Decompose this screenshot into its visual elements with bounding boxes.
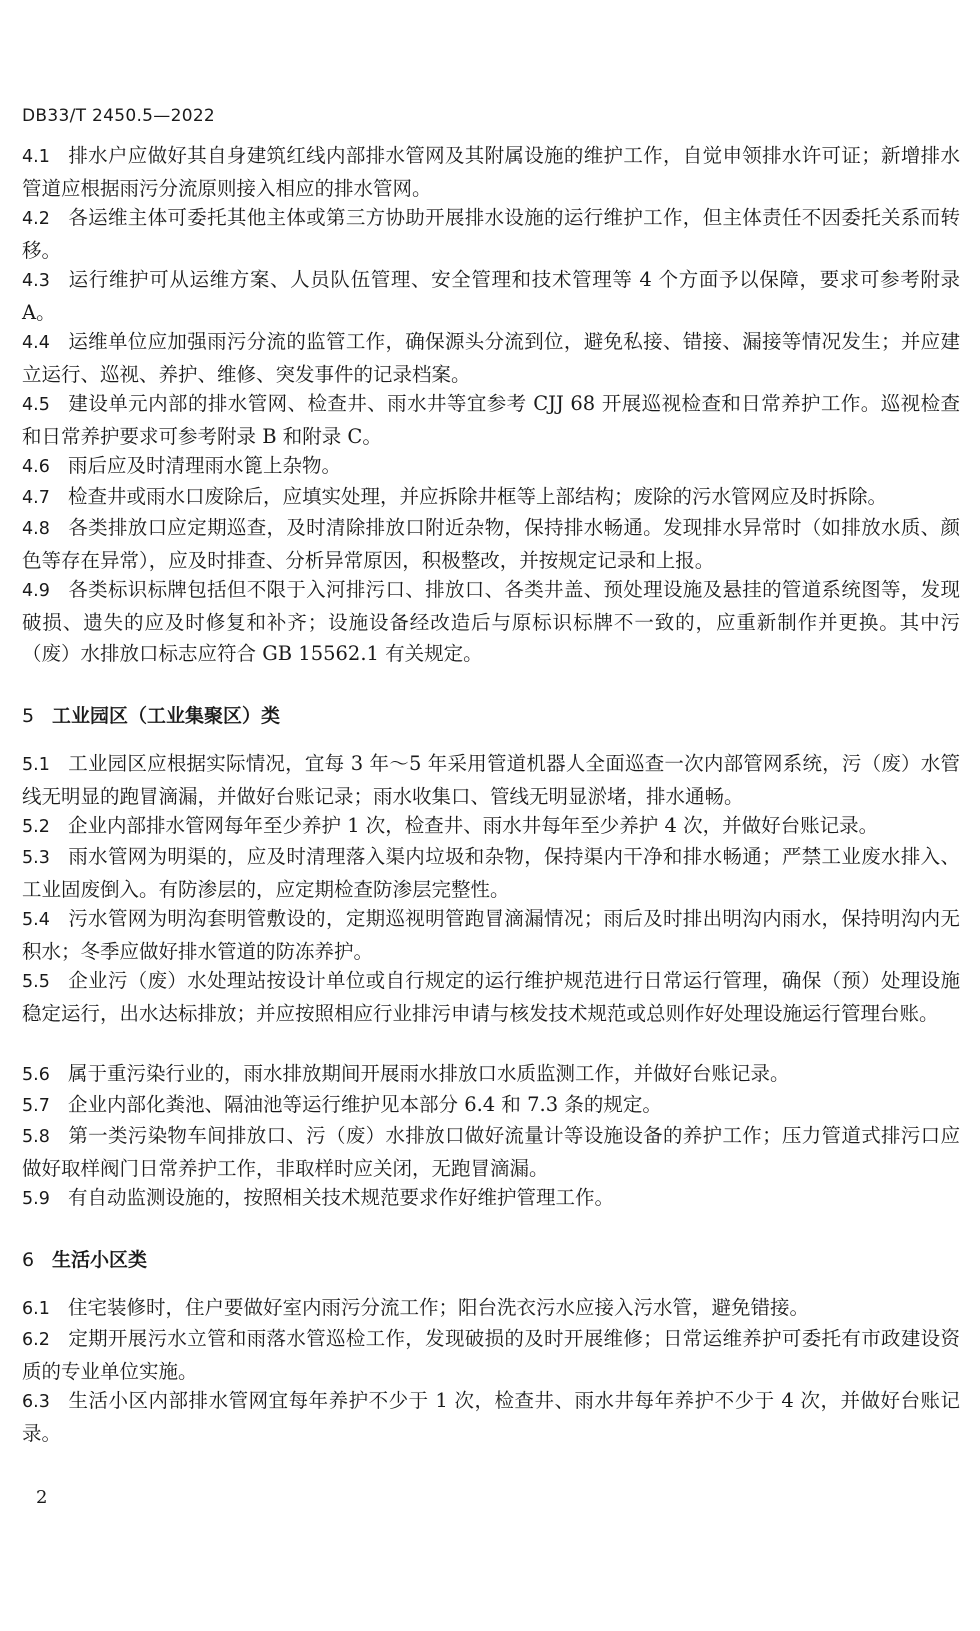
clause-4-9 bbox=[22, 574, 960, 669]
clause-number: 4.8 bbox=[22, 519, 50, 539]
clause-number: 4.7 bbox=[22, 488, 50, 508]
clause-number: 4.6 bbox=[22, 457, 50, 477]
clause-5-4 bbox=[22, 903, 960, 967]
clause-text: 企业内部化粪池、隔油池等运行维护见本部分 6.4 和 7.3 条的规定。 bbox=[68, 1093, 662, 1116]
clause-number: 4.1 bbox=[22, 147, 50, 167]
section-6-heading bbox=[22, 1245, 147, 1272]
clause-5-6 bbox=[22, 1058, 960, 1091]
clause-number: 5.2 bbox=[22, 817, 50, 837]
clause-4-5 bbox=[22, 388, 960, 452]
clause-text: 污水管网为明沟套明管敷设的，定期巡视明管跑冒滴漏情况；雨后及时排出明沟内雨水，保持明沟内无积水；冬季应做好排水管道的防冻养护。 bbox=[22, 907, 960, 963]
clause-number: 4.2 bbox=[22, 209, 50, 229]
clause-number: 6.3 bbox=[22, 1392, 50, 1412]
clause-text: 雨水管网为明渠的，应及时清理落入渠内垃圾和杂物，保持渠内干净和排水畅通；严禁工业废水排入、工业固废倒入。有防渗层的，应定期检查防渗层完整性。 bbox=[22, 845, 960, 901]
clause-number: 5.8 bbox=[22, 1127, 50, 1147]
page-number: 2 bbox=[36, 1487, 48, 1508]
clause-text: 排水户应做好其自身建筑红线内部排水管网及其附属设施的维护工作，自觉申领排水许可证；新增排水管道应根据雨污分流原则接入相应的排水管网。 bbox=[22, 144, 960, 200]
clause-text: 各类标识标牌包括但不限于入河排污口、排放口、各类井盖、预处理设施及悬挂的管道系统图等，发现破损、遗失的应及时修复和补齐；设施设备经改造后与原标识标牌不一致的，应重新制作并更换。其中污（废）水排放口标志应符合 GB 15562.1 有关规定。 bbox=[22, 578, 960, 665]
clause-text: 生活小区内部排水管网宜每年养护不少于 1 次，检查井、雨水井每年养护不少于 4 次，并做好台账记录。 bbox=[22, 1389, 960, 1445]
clause-4-7 bbox=[22, 481, 960, 514]
clause-text: 有自动监测设施的，按照相关技术规范要求作好维护管理工作。 bbox=[68, 1186, 615, 1209]
clause-text: 各类排放口应定期巡查，及时清除排放口附近杂物，保持排水畅通。发现排水异常时（如排放水质、颜色等存在异常），应及时排查、分析异常原因，积极整改，并按规定记录和上报。 bbox=[22, 516, 960, 572]
clause-5-7 bbox=[22, 1089, 960, 1122]
clause-5-2 bbox=[22, 810, 960, 843]
clause-6-1 bbox=[22, 1292, 960, 1325]
clause-text: 住宅装修时，住户要做好室内雨污分流工作；阳台洗衣污水应接入污水管，避免错接。 bbox=[68, 1296, 810, 1319]
clause-number: 5.3 bbox=[22, 848, 50, 868]
section-number: 5 bbox=[22, 705, 35, 727]
clause-text: 定期开展污水立管和雨落水管巡检工作，发现破损的及时开展维修；日常运维养护可委托有市政建设资质的专业单位实施。 bbox=[22, 1327, 960, 1383]
clause-number: 5.7 bbox=[22, 1096, 50, 1116]
section-5-heading bbox=[22, 701, 280, 728]
clause-text: 各运维主体可委托其他主体或第三方协助开展排水设施的运行维护工作，但主体责任不因委托关系而转移。 bbox=[22, 206, 960, 262]
clause-5-8 bbox=[22, 1120, 960, 1184]
clause-text: 建设单元内部的排水管网、检查井、雨水井等宜参考 CJJ 68 开展巡视检查和日常养护工作。巡视检查和日常养护要求可参考附录 B 和附录 C。 bbox=[22, 392, 960, 448]
clause-5-1 bbox=[22, 748, 960, 812]
clause-number: 5.5 bbox=[22, 972, 50, 992]
section-title: 工业园区（工业集聚区）类 bbox=[52, 705, 281, 727]
clause-text: 运维单位应加强雨污分流的监管工作，确保源头分流到位，避免私接、错接、漏接等情况发生；并应建立运行、巡视、养护、维修、突发事件的记录档案。 bbox=[22, 330, 960, 386]
clause-text: 企业污（废）水处理站按设计单位或自行规定的运行维护规范进行日常运行管理，确保（预）处理设施稳定运行，出水达标排放；并应按照相应行业排污申请与核发技术规范或总则作好处理设施运行管理台账。 bbox=[22, 969, 960, 1025]
clause-4-6 bbox=[22, 450, 960, 483]
clause-text: 检查井或雨水口废除后，应填实处理，并应拆除井框等上部结构；废除的污水管网应及时拆除。 bbox=[68, 485, 888, 508]
clause-4-3 bbox=[22, 264, 960, 328]
clause-number: 6.1 bbox=[22, 1299, 50, 1319]
clause-number: 6.2 bbox=[22, 1330, 50, 1350]
clause-text: 运行维护可从运维方案、人员队伍管理、安全管理和技术管理等 4 个方面予以保障，要求可参考附录 A。 bbox=[22, 268, 960, 324]
clause-4-1 bbox=[22, 140, 960, 204]
clause-5-9 bbox=[22, 1182, 960, 1215]
section-number: 6 bbox=[22, 1249, 35, 1271]
clause-number: 5.4 bbox=[22, 910, 50, 930]
clause-4-4 bbox=[22, 326, 960, 390]
clause-number: 5.9 bbox=[22, 1189, 50, 1209]
section-title: 生活小区类 bbox=[52, 1249, 148, 1271]
clause-5-3 bbox=[22, 841, 960, 905]
clause-text: 工业园区应根据实际情况，宜每 3 年～5 年采用管道机器人全面巡查一次内部管网系统，污（废）水管线无明显的跑冒滴漏，并做好台账记录；雨水收集口、管线无明显淤堵，排水通畅。 bbox=[22, 752, 960, 808]
clause-number: 4.4 bbox=[22, 333, 50, 353]
clause-5-5 bbox=[22, 965, 960, 1029]
clause-text: 属于重污染行业的，雨水排放期间开展雨水排放口水质监测工作，并做好台账记录。 bbox=[68, 1062, 790, 1085]
clause-number: 4.3 bbox=[22, 271, 50, 291]
clause-4-2 bbox=[22, 202, 960, 266]
clause-text: 第一类污染物车间排放口、污（废）水排放口做好流量计等设施设备的养护工作；压力管道式排污口应做好取样阀门日常养护工作，非取样时应关闭，无跑冒滴漏。 bbox=[22, 1124, 960, 1180]
clause-text: 雨后应及时清理雨水篦上杂物。 bbox=[68, 454, 342, 477]
clause-number: 4.9 bbox=[22, 581, 50, 601]
clause-number: 4.5 bbox=[22, 395, 50, 415]
clause-text: 企业内部排水管网每年至少养护 1 次，检查井、雨水井每年至少养护 4 次，并做好台账记录。 bbox=[68, 814, 879, 837]
document-id-header: DB33/T 2450.5—2022 bbox=[22, 106, 216, 126]
clause-6-2 bbox=[22, 1323, 960, 1387]
clause-6-3 bbox=[22, 1385, 960, 1449]
clause-number: 5.1 bbox=[22, 755, 50, 775]
clause-4-8 bbox=[22, 512, 960, 576]
clause-number: 5.6 bbox=[22, 1065, 50, 1085]
